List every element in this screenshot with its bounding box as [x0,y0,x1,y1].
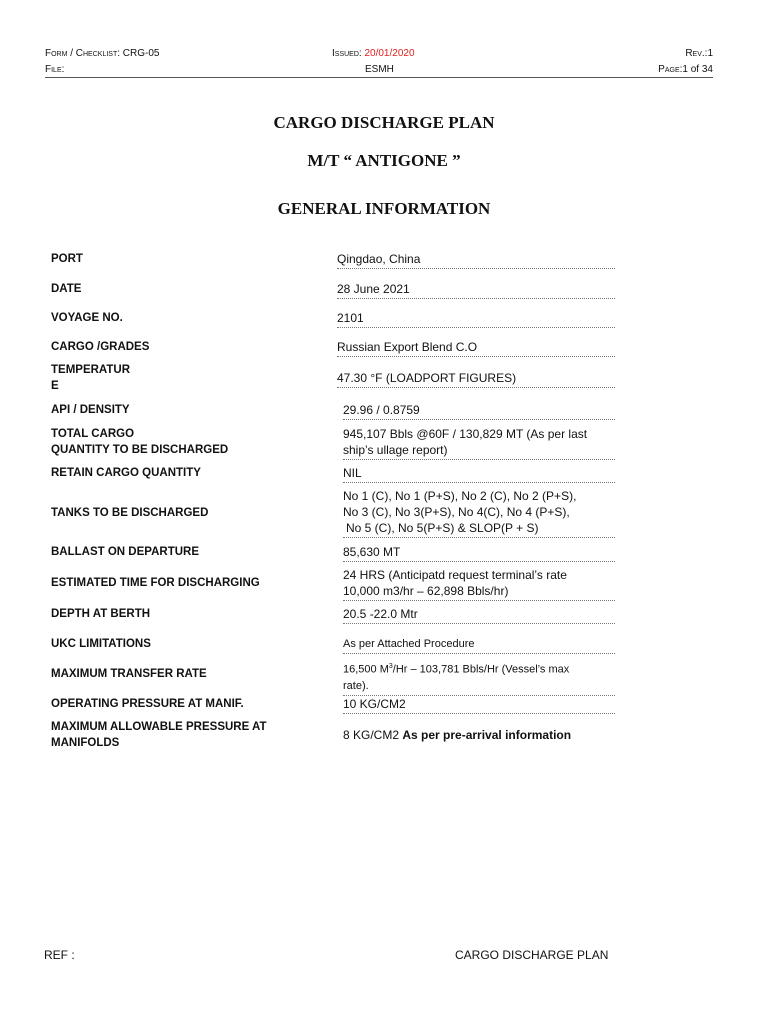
row-value-line: 945,107 Bbls @60F / 130,829 MT (As per last [343,427,588,441]
issued-label: Issued: [332,48,362,59]
row-value-line: rate). [343,679,369,692]
header-row-1 [45,48,713,62]
row-label: CARGO /GRADES [51,341,150,353]
row-value: 2101 [337,310,615,328]
row-label-line: TEMPERATUR [51,364,131,376]
row-label: DEPTH AT BERTH [51,608,151,620]
file-value: ESMH [365,64,394,75]
row-label [51,362,306,394]
row-value-line: No 1 (C), No 1 (P+S), No 2 (C), No 2 (P+S), [343,489,577,503]
file-label: File: [45,64,65,75]
row-label-line: MANIFOLDS [51,737,120,749]
row-value: Qingdao, China [337,251,615,269]
row-value: 20.5 -22.0 Mtr [343,606,615,624]
row-label: BALLAST ON DEPARTURE [51,546,200,558]
row-value: 29.96 / 0.8759 [343,402,615,420]
page-field [658,64,713,75]
row-label-line: QUANTITY TO BE DISCHARGED [51,444,229,456]
row-value-line: 24 HRS (Anticipatd request terminal’s rate [343,568,567,582]
page-value: 1 of 34 [682,64,713,75]
page-label: Page: [658,64,683,75]
row-label: OPERATING PRESSURE AT MANIF. [51,698,244,710]
row-value [343,727,615,744]
row-value: 85,630 MT [343,544,615,562]
row-value: 28 June 2021 [337,281,615,299]
row-value [343,426,615,460]
row-value-line: No 5 (C), No 5(P+S) & SLOP(P + S) [346,521,539,535]
row-value-line: 10,000 m3/hr – 62,898 Bbls/hr) [343,584,509,598]
value-superscript: 3 [388,663,393,670]
header-row-2 [45,64,713,78]
row-value: NIL [343,465,615,483]
row-value [343,488,615,538]
row-label: PORT [51,253,83,265]
row-value [343,567,615,601]
vessel-name: M/T “ ANTIGONE ” [307,151,461,170]
row-value-line: No 3 (C), No 3(P+S), No 4(C), No 4 (P+S), [343,505,570,519]
form-label: Form / Checklist: [45,48,121,59]
row-label: RETAIN CARGO QUANTITY [51,467,201,479]
issued-field [332,48,415,59]
row-label: TANKS TO BE DISCHARGED [51,507,209,519]
row-label-line: E [51,380,59,392]
value-part: /Hr – 103,781 Bbls/Hr (Vessel’s max [392,663,570,676]
row-value-line [343,659,615,678]
row-label [51,426,306,458]
value-bold: As per pre-arrival information [402,728,572,742]
row-label: API / DENSITY [51,404,130,416]
row-label-line: MAXIMUM ALLOWABLE PRESSURE AT [51,721,267,733]
row-label: VOYAGE NO. [51,312,123,324]
issued-value: 20/01/2020 [364,48,415,59]
row-value [343,659,615,696]
row-value: 47.30 °F (LOADPORT FIGURES) [337,370,615,388]
row-value-line: ship’s ullage report) [343,443,448,457]
row-label [51,719,306,751]
rev-label: Rev.: [685,48,708,59]
row-label: ESTIMATED TIME FOR DISCHARGING [51,577,260,589]
row-label: DATE [51,283,82,295]
section-title: GENERAL INFORMATION [277,199,491,218]
row-label: MAXIMUM TRANSFER RATE [51,668,207,680]
value-part: 16,500 M [343,663,389,676]
document-title: CARGO DISCHARGE PLAN [273,113,495,132]
form-field [45,48,159,59]
footer-document-name: CARGO DISCHARGE PLAN [455,948,609,962]
row-label-line: TOTAL CARGO [51,428,135,440]
footer-ref: REF : [44,948,75,962]
rev-value: 1 [707,48,713,59]
header-divider [45,77,713,78]
row-value: As per Attached Procedure [343,636,615,654]
row-label: UKC LIMITATIONS [51,638,151,650]
row-value: Russian Export Blend C.O [337,339,615,357]
form-value: CRG-05 [122,48,160,59]
rev-field [685,48,713,59]
value-part: 8 KG/CM2 [343,728,403,742]
row-value: 10 KG/CM2 [343,696,615,714]
